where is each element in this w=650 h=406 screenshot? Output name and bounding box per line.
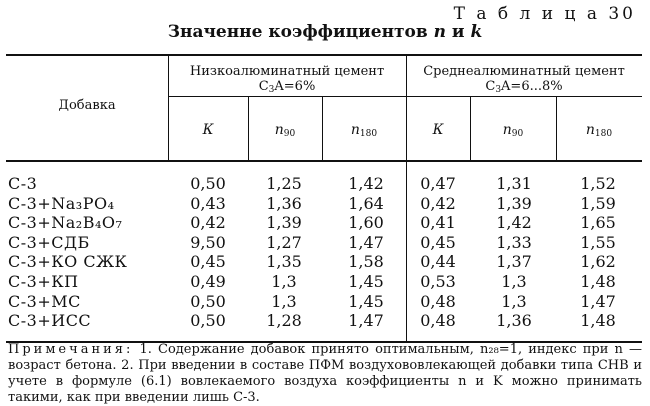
cell-k1: 0,49 xyxy=(190,272,226,291)
cell-k2: 0,48 xyxy=(420,311,456,331)
cell-n180-1: 1,47 xyxy=(348,311,384,331)
cell-n90-1: 1,25 xyxy=(266,174,302,193)
cell-k2: 0,48 xyxy=(420,291,456,311)
cell-n90-1: 1,27 xyxy=(266,232,302,252)
cell-additive: С-3+Na₂B₄O₇ xyxy=(8,213,123,233)
cell-n90-1: 1,28 xyxy=(266,311,302,331)
cell-n180-1: 1,47 xyxy=(348,232,384,252)
title-k: k xyxy=(470,22,483,42)
title-n: n xyxy=(433,22,446,42)
cell-n90-1: 1,3 xyxy=(271,272,297,291)
footnote-lead: Примечания: xyxy=(8,342,134,357)
header-low-group xyxy=(168,64,406,98)
header-bottom-rule xyxy=(6,160,642,162)
header-n90-low: $n_{90}$ xyxy=(274,122,296,139)
cell-k2: 0,53 xyxy=(420,272,456,291)
cell-n180-1: 1,45 xyxy=(348,272,384,291)
cell-k1: 0,45 xyxy=(190,252,226,272)
cell-n180-1: 1,42 xyxy=(348,174,384,193)
header-k-low: К xyxy=(202,122,214,138)
cell-n90-1: 1,36 xyxy=(266,193,302,213)
cell-k1: 0,42 xyxy=(190,213,226,233)
title-and: и xyxy=(451,22,465,42)
title-prefix: Значенне коэффициентов xyxy=(167,22,428,42)
cell-additive: С-3+СДБ xyxy=(8,232,90,252)
header-n180-mid: $n_{180}$ xyxy=(585,122,613,139)
cell-n90-2: 1,3 xyxy=(501,291,527,311)
cell-n90-1: 1,35 xyxy=(266,252,302,272)
table-footnote xyxy=(8,342,642,406)
table-row xyxy=(0,233,650,252)
cell-n90-2: 1,37 xyxy=(496,252,532,272)
cell-n180-2: 1,59 xyxy=(580,193,616,213)
table-number: Т а б л и ц а 30 xyxy=(453,4,636,24)
cell-n90-2: 1,36 xyxy=(496,311,532,331)
footnote-text: 1. Содержание добавок принято оптимальным, n₂₈=1, индекс при n — возраст бетона. 2. При введении в составе ПФМ воздухововлекающей добавки типа СНВ и учете в формуле (6.1) вовлекаемого воздуха коэффициенты n и K можно принимать такими, как при введении лишь С-3. xyxy=(8,342,643,405)
cell-k2: 0,41 xyxy=(420,213,456,233)
cell-n180-2: 1,62 xyxy=(580,252,616,272)
cell-additive: С-3+КО СЖК xyxy=(8,252,128,272)
cell-additive: С-3 xyxy=(8,174,38,193)
cell-n90-1: 1,3 xyxy=(271,291,297,311)
cell-k2: 0,45 xyxy=(420,232,456,252)
header-n90-mid: $n_{90}$ xyxy=(502,122,524,139)
cell-k1: 9,50 xyxy=(190,232,226,252)
cell-additive: С-3+Na₃PO₄ xyxy=(8,193,115,213)
table-row xyxy=(0,311,650,330)
cell-k1: 0,50 xyxy=(190,291,226,311)
mid-group-formula: $C_3A=6...8\%$ xyxy=(485,79,563,95)
header-n180-low: $n_{180}$ xyxy=(350,122,378,139)
table-row xyxy=(0,292,650,311)
low-group-formula: $C_3A=6\%$ xyxy=(258,79,316,95)
cell-n180-1: 1,64 xyxy=(348,193,384,213)
cell-n90-1: 1,39 xyxy=(266,213,302,233)
table-row xyxy=(0,252,650,271)
cell-k1: 0,50 xyxy=(190,174,226,193)
cell-additive: С-3+ИСС xyxy=(8,311,92,331)
cell-n180-1: 1,60 xyxy=(348,213,384,233)
cell-n180-2: 1,48 xyxy=(580,272,616,291)
table-top-rule xyxy=(6,54,642,56)
cell-n180-2: 1,52 xyxy=(580,174,616,193)
table-row xyxy=(0,174,650,193)
cell-n180-2: 1,47 xyxy=(580,291,616,311)
low-group-label: Низкоалюминатный цемент xyxy=(189,64,385,79)
header-additive: Добавка xyxy=(58,98,116,113)
cell-additive: С-3+МС xyxy=(8,291,81,311)
cell-n90-2: 1,31 xyxy=(496,174,532,193)
cell-k2: 0,47 xyxy=(420,174,456,193)
header-k-mid: К xyxy=(432,122,444,138)
table-title xyxy=(0,22,650,42)
cell-n180-2: 1,55 xyxy=(580,232,616,252)
mid-group-label: Среднеалюминатный цемент xyxy=(423,64,625,79)
cell-n180-1: 1,58 xyxy=(348,252,384,272)
cell-k2: 0,42 xyxy=(420,193,456,213)
cell-n180-2: 1,48 xyxy=(580,311,616,331)
cell-n180-1: 1,45 xyxy=(348,291,384,311)
cell-n90-2: 1,33 xyxy=(496,232,532,252)
table-row xyxy=(0,194,650,213)
table-row xyxy=(0,213,650,232)
header-mid-group xyxy=(406,64,642,98)
cell-n90-2: 1,42 xyxy=(496,213,532,233)
cell-n180-2: 1,65 xyxy=(580,213,616,233)
cell-n90-2: 1,39 xyxy=(496,193,532,213)
cell-k2: 0,44 xyxy=(420,252,456,272)
cell-n90-2: 1,3 xyxy=(501,272,527,291)
cell-k1: 0,50 xyxy=(190,311,226,331)
table-row xyxy=(0,272,650,291)
cell-additive: С-3+КП xyxy=(8,272,79,291)
cell-k1: 0,43 xyxy=(190,193,226,213)
